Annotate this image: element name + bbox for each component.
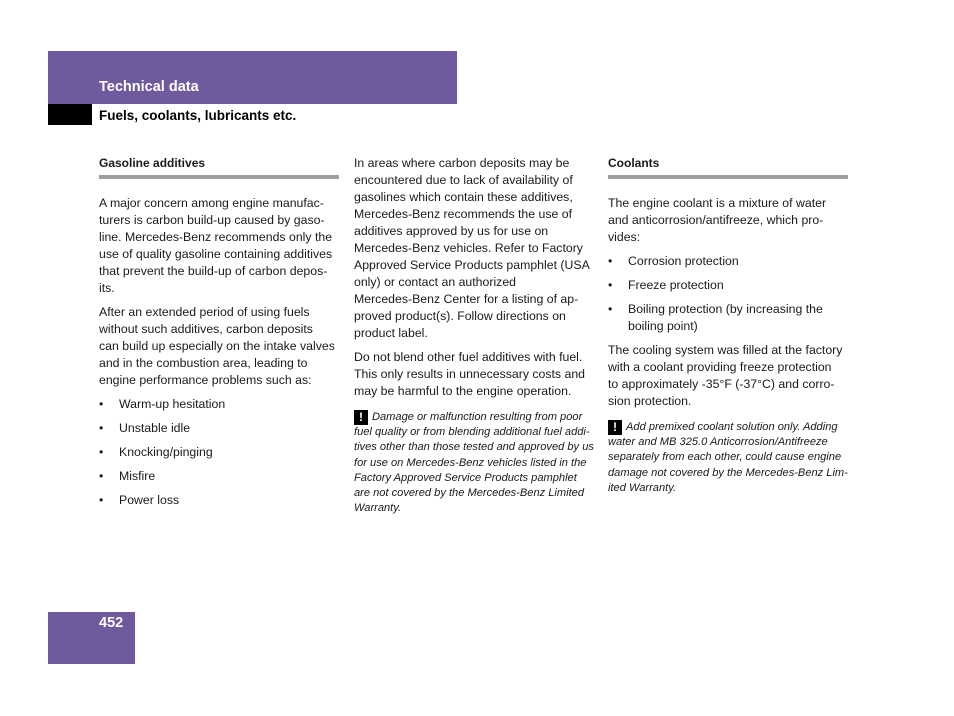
list-item bbox=[99, 396, 339, 413]
list-item-text: Corrosion protection bbox=[628, 254, 739, 268]
paragraph bbox=[608, 195, 848, 246]
text-line: vides: bbox=[608, 230, 641, 244]
text-line: Mercedes-Benz recommends the use of bbox=[354, 207, 573, 221]
column-gasoline-additives bbox=[99, 155, 339, 516]
coolant-benefits-list bbox=[608, 253, 848, 335]
text-line: additives approved by us for use on bbox=[354, 224, 549, 238]
text-line: In areas where carbon deposits may be bbox=[354, 156, 570, 170]
text-line: with a coolant providing freeze protection bbox=[608, 360, 832, 374]
text-line: may be harmful to the engine operation. bbox=[354, 384, 572, 398]
paragraph bbox=[99, 195, 339, 297]
text-line: Do not blend other fuel additives with fuel. bbox=[354, 350, 583, 364]
list-item-text: Freeze protection bbox=[628, 278, 724, 292]
text-line: separately from each other, could cause engine bbox=[608, 451, 842, 464]
text-line: and anticorrosion/antifreeze, which pro- bbox=[608, 213, 824, 227]
text-line: that prevent the build-up of carbon depos- bbox=[99, 264, 328, 278]
text-line: can build up especially on the intake valves bbox=[99, 339, 335, 353]
text-line: without such additives, carbon deposits bbox=[99, 322, 313, 336]
bullet-icon: • bbox=[99, 469, 104, 483]
bullet-icon: • bbox=[608, 278, 613, 292]
text-line: use of quality gasoline containing additives bbox=[99, 247, 333, 261]
text-line: water and MB 325.0 Anticorrosion/Antifreeze bbox=[608, 436, 828, 449]
text-line: turers is carbon build-up caused by gaso- bbox=[99, 213, 325, 227]
list-item bbox=[99, 444, 339, 461]
text-line: A major concern among engine manufac- bbox=[99, 196, 324, 210]
text-line: fuel quality or from blending additional fuel addi- bbox=[354, 426, 590, 439]
text-line: its. bbox=[99, 281, 115, 295]
text-line: The engine coolant is a mixture of water bbox=[608, 196, 827, 210]
bullet-icon: • bbox=[99, 493, 104, 507]
text-line: engine performance problems such as: bbox=[99, 373, 312, 387]
text-line: The cooling system was filled at the factory bbox=[608, 343, 843, 357]
column-coolants bbox=[608, 155, 848, 496]
heading-coolants: Coolants bbox=[608, 155, 848, 179]
paragraph bbox=[99, 304, 339, 389]
bullet-icon: • bbox=[99, 445, 104, 459]
text-line: After an extended period of using fuels bbox=[99, 305, 310, 319]
exclamation-warning-icon: ! bbox=[354, 410, 368, 425]
symptom-list bbox=[99, 396, 339, 509]
column-additives-continued bbox=[354, 155, 594, 516]
warning-note bbox=[608, 420, 848, 496]
list-item bbox=[608, 301, 848, 335]
text-line: This only results in unnecessary costs and bbox=[354, 367, 586, 381]
bullet-icon: • bbox=[608, 254, 613, 268]
text-line: proved product(s). Follow directions on bbox=[354, 309, 566, 323]
text-line: product label. bbox=[354, 326, 428, 340]
list-item-text: Misfire bbox=[119, 469, 156, 483]
text-line: Mercedes-Benz Center for a listing of ap- bbox=[354, 292, 579, 306]
text-line: and in the combustion area, leading to bbox=[99, 356, 308, 370]
list-item bbox=[608, 277, 848, 294]
text-line: to approximately -35°F (-37°C) and corro- bbox=[608, 377, 835, 391]
list-item bbox=[99, 420, 339, 437]
header-band bbox=[48, 51, 457, 104]
text-line: for use on Mercedes-Benz vehicles listed in the bbox=[354, 456, 587, 469]
bullet-icon: • bbox=[99, 397, 104, 411]
page-number: 452 bbox=[99, 615, 124, 631]
text-line: Approved Service Products pamphlet (USA bbox=[354, 258, 590, 272]
section-title: Technical data bbox=[99, 79, 199, 95]
text-line: Add premixed coolant solution only. Adding bbox=[626, 421, 838, 433]
text-line: tives other than those tested and approved by us bbox=[354, 441, 594, 454]
text-line: Factory Approved Service Products pamphlet bbox=[354, 471, 577, 484]
text-line: gasolines which contain these additives, bbox=[354, 190, 573, 204]
text-line: ited Warranty. bbox=[608, 481, 677, 494]
warning-note bbox=[354, 410, 594, 516]
list-item-text: Knocking/pinging bbox=[119, 445, 213, 459]
list-item-text: boiling point) bbox=[628, 319, 698, 333]
bullet-icon: • bbox=[608, 302, 613, 316]
heading-gasoline-additives: Gasoline additives bbox=[99, 155, 339, 179]
exclamation-warning-icon: ! bbox=[608, 420, 622, 435]
section-marker bbox=[48, 104, 92, 125]
text-line: only) or contact an authorized bbox=[354, 275, 517, 289]
text-line: line. Mercedes-Benz recommends only the bbox=[99, 230, 333, 244]
list-item bbox=[608, 253, 848, 270]
paragraph bbox=[354, 349, 594, 400]
list-item-text: Boiling protection (by increasing the bbox=[628, 302, 823, 316]
subsection-title: Fuels, coolants, lubricants etc. bbox=[99, 108, 297, 123]
bullet-icon: • bbox=[99, 421, 104, 435]
text-line: Mercedes-Benz vehicles. Refer to Factory bbox=[354, 241, 583, 255]
list-item-text: Power loss bbox=[119, 493, 180, 507]
text-line: encountered due to lack of availability of bbox=[354, 173, 573, 187]
text-line: Damage or malfunction resulting from poor bbox=[372, 411, 583, 423]
text-line: sion protection. bbox=[608, 394, 692, 408]
text-line: damage not covered by the Mercedes-Benz Lim- bbox=[608, 466, 848, 479]
paragraph bbox=[354, 155, 594, 342]
list-item-text: Unstable idle bbox=[119, 421, 191, 435]
text-line: are not covered by the Mercedes-Benz Limited bbox=[354, 487, 585, 500]
paragraph bbox=[608, 342, 848, 410]
list-item bbox=[99, 492, 339, 509]
list-item-text: Warm-up hesitation bbox=[119, 397, 226, 411]
list-item bbox=[99, 468, 339, 485]
text-line: Warranty. bbox=[354, 502, 402, 515]
